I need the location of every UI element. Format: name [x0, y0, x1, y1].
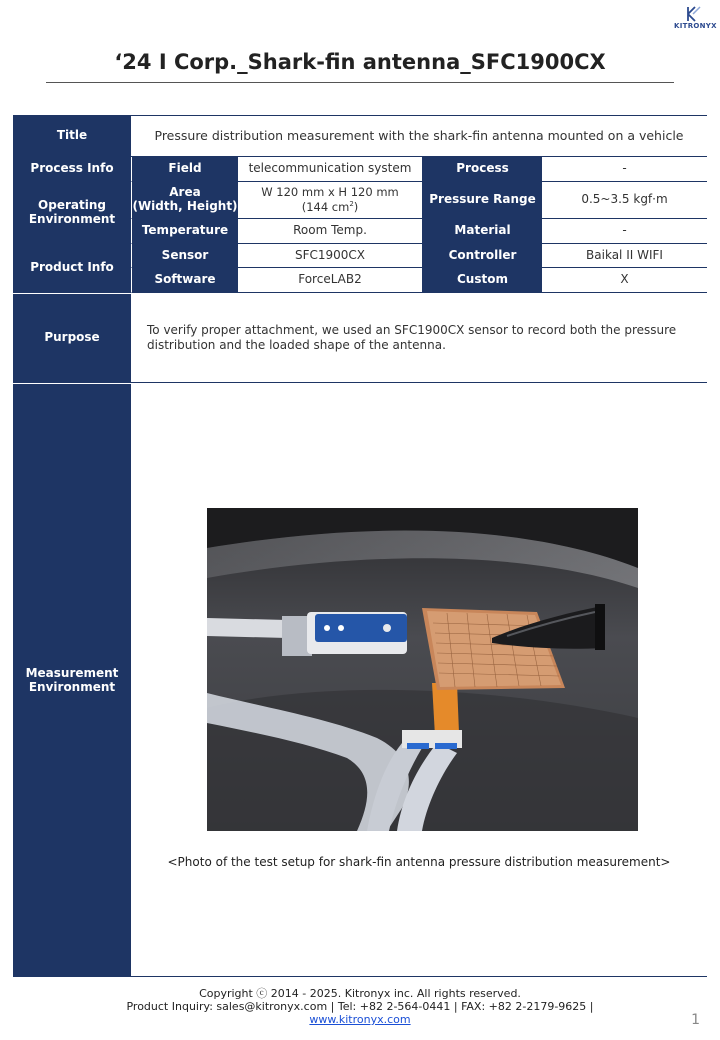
software-value: ForceLAB2 — [238, 268, 423, 293]
kitronyx-logo — [674, 6, 717, 30]
info-table — [13, 115, 707, 977]
controller-label: Controller — [423, 244, 542, 268]
kitronyx-mark-icon — [685, 6, 703, 22]
area-value-line2 — [302, 200, 359, 214]
field-label: Field — [131, 157, 238, 182]
area-label-line2: (Width, Height) — [132, 199, 238, 213]
purpose-value: To verify proper attachment, we used an SFC1900CX sensor to record both the pressure distribution and the loaded shape of the antenna. — [131, 293, 707, 383]
custom-value: X — [542, 268, 707, 293]
sensor-value: SFC1900CX — [238, 244, 423, 268]
ribbon-cable-left — [207, 618, 287, 638]
area-value-suffix: ) — [353, 199, 359, 214]
footer-inquiry: Product Inquiry: sales@kitronyx.com | Tel: +82 2-564-0441 | FAX: +82 2-2179-9625 | — [126, 1000, 594, 1013]
process-info-label: Process Info — [13, 157, 131, 182]
process-label: Process — [423, 157, 542, 182]
footer — [0, 987, 720, 1026]
area-value-line1: W 120 mm x H 120 mm — [261, 185, 399, 200]
photo-caption: <Photo of the test setup for shark-fin antenna pressure distribution measurement> — [167, 855, 671, 869]
temperature-label: Temperature — [131, 219, 238, 244]
product-info-label: Product Info — [13, 244, 131, 293]
footer-copyright: Copyright ⓒ 2014 - 2025. Kitronyx inc. All rights reserved. — [199, 987, 521, 1000]
area-label-line1: Area — [169, 185, 201, 200]
title-value: Pressure distribution measurement with the shark-fin antenna mounted on a vehicle — [131, 116, 707, 157]
page-title: ‘24 I Corp._Shark-fin antenna_SFC1900CX — [114, 50, 606, 74]
page-number: 1 — [691, 1012, 700, 1028]
area-value — [238, 182, 423, 219]
controller-value: Baikal II WIFI — [542, 244, 707, 268]
title-label: Title — [13, 116, 131, 157]
material-label: Material — [423, 219, 542, 244]
process-value: - — [542, 157, 707, 182]
area-value-sup: 2 — [349, 199, 354, 208]
custom-label: Custom — [423, 268, 542, 293]
software-label: Software — [131, 268, 238, 293]
measurement-env-line1: Measurement — [25, 665, 119, 680]
field-value: telecommunication system — [238, 157, 423, 182]
temperature-value: Room Temp. — [238, 219, 423, 244]
measurement-environment-label — [13, 383, 131, 977]
website-link[interactable]: www.kitronyx.com — [309, 1013, 411, 1026]
measurement-env-line2: Environment — [28, 679, 116, 694]
area-label — [131, 182, 238, 219]
sensor-label: Sensor — [131, 244, 238, 268]
pressure-range-label: Pressure Range — [423, 182, 542, 219]
pressure-range-value: 0.5~3.5 kgf·m — [542, 182, 707, 219]
operating-env-line1: Operating — [38, 197, 106, 212]
material-value: - — [542, 219, 707, 244]
test-setup-illustration — [207, 508, 638, 831]
area-value-prefix: (144 cm — [301, 199, 350, 214]
logo-name: KITRONYX — [674, 22, 717, 30]
operating-env-line2: Environment — [28, 211, 116, 226]
title-divider — [46, 82, 674, 83]
operating-environment-label — [13, 182, 131, 244]
test-setup-photo — [207, 508, 638, 831]
purpose-label: Purpose — [13, 293, 131, 383]
